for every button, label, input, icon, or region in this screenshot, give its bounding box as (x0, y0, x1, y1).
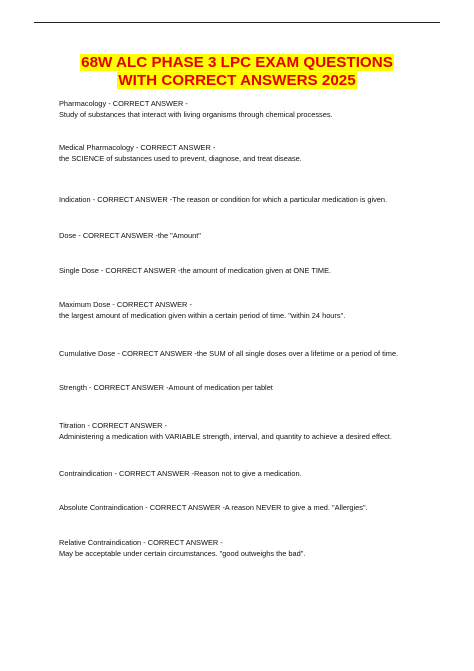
qa-term: Dose - CORRECT ANSWER -the "Amount" (59, 231, 201, 240)
title-line-1: 68W ALC PHASE 3 LPC EXAM QUESTIONS (81, 54, 393, 71)
qa-entry (59, 348, 449, 359)
header-rule (34, 22, 440, 23)
qa-entry (59, 265, 449, 276)
qa-term: Contraindication - CORRECT ANSWER -Reason not to give a medication. (59, 469, 302, 478)
qa-term: Cumulative Dose - CORRECT ANSWER -the SUM of all single doses over a lifetime or a period of time. (59, 349, 399, 358)
qa-term: Medical Pharmacology - CORRECT ANSWER - (59, 143, 216, 152)
qa-entry (59, 468, 449, 479)
qa-entry (59, 299, 449, 321)
qa-term: Single Dose - CORRECT ANSWER -the amount of medication given at ONE TIME. (59, 266, 332, 275)
qa-term: Relative Contraindication - CORRECT ANSWER - (59, 538, 223, 547)
qa-answer: the largest amount of medication given within a certain period of time. "within 24 hours". (59, 311, 346, 320)
qa-term: Strength - CORRECT ANSWER -Amount of medication per tablet (59, 383, 273, 392)
qa-entry (59, 382, 449, 393)
qa-answer: May be acceptable under certain circumstances. "good outweighs the bad". (59, 549, 306, 558)
qa-entry (59, 142, 449, 164)
qa-entry (59, 230, 449, 241)
qa-term: Titration - CORRECT ANSWER - (59, 421, 167, 430)
qa-answer: Study of substances that interact with living organisms through chemical processes. (59, 110, 333, 119)
qa-term: Indication - CORRECT ANSWER -The reason or condition for which a particular medication is given. (59, 195, 388, 204)
qa-entry (59, 98, 449, 120)
qa-entry (59, 194, 449, 205)
qa-entry (59, 502, 449, 513)
qa-answer: the SCIENCE of substances used to prevent, diagnose, and treat disease. (59, 154, 302, 163)
title-line-2: WITH CORRECT ANSWERS 2025 (118, 72, 356, 89)
qa-term: Absolute Contraindication - CORRECT ANSWER -A reason NEVER to give a med. "Allergies". (59, 503, 368, 512)
qa-entry (59, 420, 449, 442)
document-title (34, 54, 440, 90)
qa-term: Maximum Dose - CORRECT ANSWER - (59, 300, 192, 309)
qa-term: Pharmacology - CORRECT ANSWER - (59, 99, 188, 108)
qa-answer: Administering a medication with VARIABLE strength, interval, and quantity to achieve a desired effect. (59, 432, 392, 441)
qa-entry (59, 537, 449, 559)
